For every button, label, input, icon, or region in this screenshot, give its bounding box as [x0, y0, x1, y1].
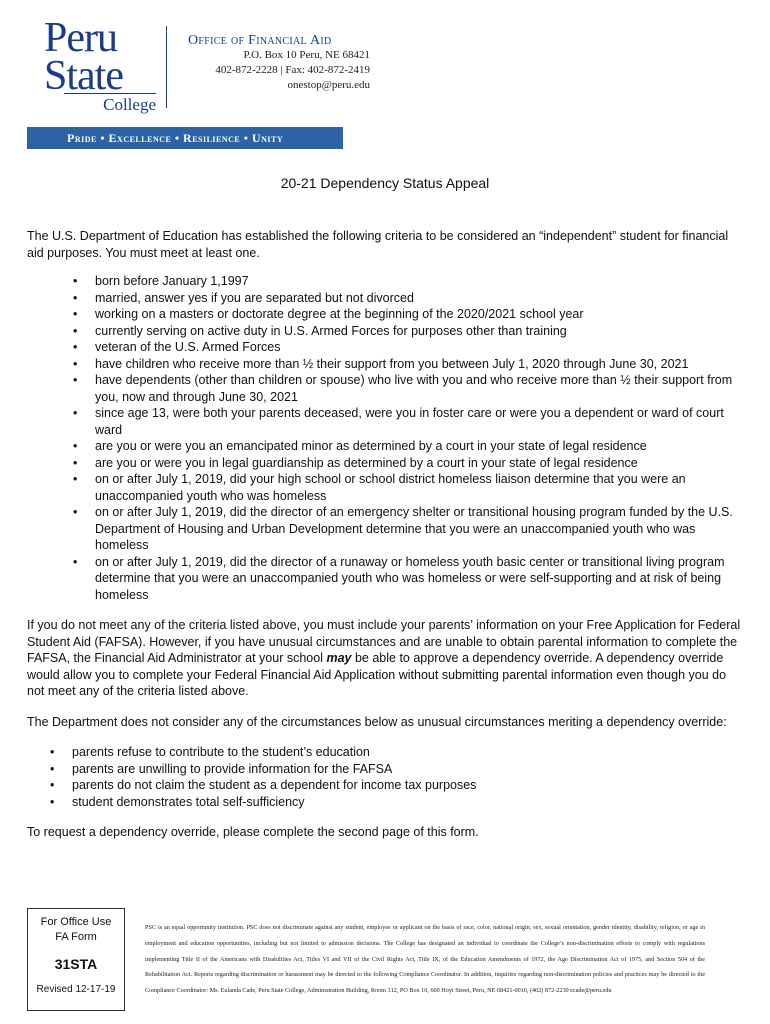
college-logo [44, 15, 156, 115]
list-item: • student demonstrates total self-sufficiency [72, 794, 743, 811]
office-phone-fax: 402-872-2228 | Fax: 402-872-2419 [215, 64, 370, 76]
override-text-1: If you do not meet any of the criteria listed above, you must include your parents’ information on your Free Application for Federal Student Aid (FAFSA). However, if you have unusual circumstances and are unable to obtain parental information to complete the FAFSA, the Financial Aid Administrator at your school [27, 618, 741, 665]
list-item: • are you or were you an emancipated minor as determined by a court in your state of legal residence [95, 438, 743, 455]
not-unusual-list [27, 744, 743, 810]
list-item: • veteran of the U.S. Armed Forces [95, 339, 743, 356]
logo-word-college: College [64, 93, 156, 115]
list-item: • currently serving on active duty in U.S. Armed Forces for purposes other than training [95, 323, 743, 340]
list-item: • parents refuse to contribute to the student’s education [72, 744, 743, 761]
not-unusual-paragraph: The Department does not consider any of the circumstances below as unusual circumstances meriting a dependency override: [27, 714, 727, 729]
override-paragraph [27, 617, 743, 700]
form-code: 31STA [54, 956, 98, 972]
revised-date: Revised 12-17-19 [36, 984, 116, 995]
list-item: • have dependents (other than children or spouse) who live with you and who receive more than ½ their support from you, now and through June 30, 2021 [95, 372, 743, 405]
list-item: • on or after July 1, 2019, did your high school or school district homeless liaison determine that you were an unaccompanied youth who was homeless [95, 471, 743, 504]
office-use-box [27, 908, 125, 1011]
list-item: • working on a masters or doctorate degree at the beginning of the 2020/2021 school year [95, 306, 743, 323]
header-divider [166, 26, 167, 108]
list-item: • married, answer yes if you are separated but not divorced [95, 290, 743, 307]
list-item: • parents are unwilling to provide information for the FAFSA [72, 761, 743, 778]
override-emphasis: may [326, 651, 352, 665]
list-item: • on or after July 1, 2019, did the director of an emergency shelter or transitional housing program funded by the U.S. Department of Housing and Urban Development determine that you were an unaccompanied youth who was homeless [95, 504, 743, 554]
list-item: • have children who receive more than ½ their support from you between July 1, 2020 through June 30, 2021 [95, 356, 743, 373]
request-paragraph: To request a dependency override, please complete the second page of this form. [27, 825, 479, 839]
list-item: • born before January 1,1997 [95, 273, 743, 290]
fa-form-label: FA Form [55, 931, 97, 943]
intro-paragraph: The U.S. Department of Education has established the following criteria to be considered an “independent” student for financial aid purposes. You must meet at least one. [27, 229, 729, 260]
office-email: onestop@peru.edu [287, 79, 370, 91]
criteria-list [27, 273, 743, 603]
document-body [27, 228, 743, 841]
list-item: • since age 13, were both your parents deceased, were you in foster care or were you a dependent or ward of court ward [95, 405, 743, 438]
office-title: Office of Financial Aid [188, 33, 332, 48]
office-po-box: P.O. Box 10 Peru, NE 68421 [243, 49, 370, 61]
list-item: • on or after July 1, 2019, did the director of a runaway or homeless youth basic center or transitional living program determine that you were an unaccompanied youth who was homeless or were self-supporting and at risk of being homeless [95, 554, 743, 604]
logo-word-state: State [44, 53, 123, 99]
logo-word-peru: Peru [44, 15, 117, 61]
office-contact-block [190, 33, 370, 93]
list-item: • parents do not claim the student as a dependent for income tax purposes [72, 777, 743, 794]
motto-banner: Pride • Excellence • Resilience • Unity [27, 127, 343, 149]
list-item: • are you or were you in legal guardianship as determined by a court in your state of legal residence [95, 455, 743, 472]
equal-opportunity-statement: PSC is an equal opportunity institution. PSC does not discriminate against any student, employee or applicant on the basis of race, color, national origin, sex, sexual orientation, gender identity, disability, religion, or age in employment and education opportunities, including but not limited to admission decisions. The College has designated an individual to coordinate the College’s non-discrimination efforts to comply with regulations implementing Title II of the Americans with Disabilities Act, Titles VI and VII of the Civil Rights Act, Title IX, of the Education Amendments of 1972, the Age Discrimination Act of 1975, and Section 504 of the Rehabilitation Act. Reports regarding discrimination or harassment may be directed to the following Compliance Coordinator. In addition, inquiries regarding non-discrimination policies and practices may be directed to the Compliance Coordinator: Ms. Eulanda Cade, Peru State College, Administration Building, Room 312, PO Box 10, 600 Hoyt Street, Peru, NE 68421-0010, (402) 872-2230 ecade@peru.edu [145, 924, 705, 995]
office-use-label: For Office Use [40, 916, 112, 928]
page-title: 20-21 Dependency Status Appeal [280, 175, 490, 191]
override-text-2: be able to approve a dependency override. A dependency override would allow you to complete your Federal Financial Aid Application without submitting parental information even though you do not meet any of the criteria listed above. [27, 651, 727, 698]
